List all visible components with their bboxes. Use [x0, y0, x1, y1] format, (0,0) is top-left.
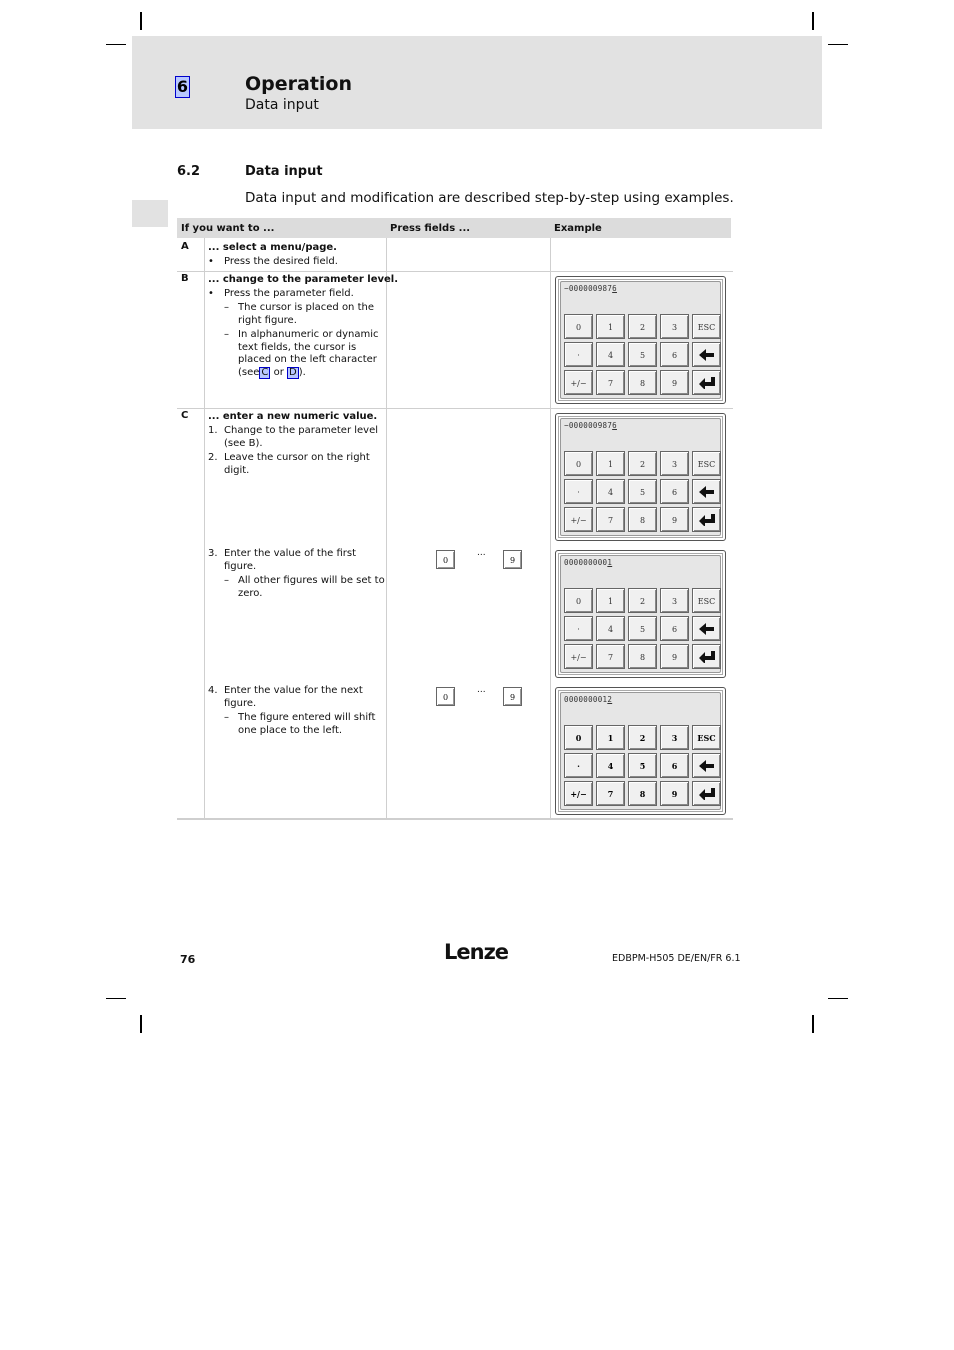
key-8[interactable]: 8 [628, 781, 657, 806]
step-number: 4. [208, 685, 218, 696]
key-sign[interactable]: +/− [564, 507, 593, 532]
key-esc[interactable]: ESC [692, 451, 721, 476]
crop-mark [828, 998, 848, 999]
dash-icon: – [224, 329, 229, 340]
row-b-action: ... change to the parameter level. [208, 274, 399, 285]
keypad-screen [560, 692, 721, 810]
key-sign[interactable]: +/− [564, 644, 593, 669]
row-b-dash1-line2: right figure. [238, 315, 297, 326]
step-number: 3. [208, 548, 218, 559]
chapter-subtitle: Data input [245, 97, 319, 113]
arrow-left-icon [699, 349, 715, 361]
press-field-9[interactable]: 9 [503, 550, 522, 569]
key-decimal-point[interactable]: · [564, 479, 593, 504]
bullet-icon: • [208, 256, 214, 267]
key-1[interactable]: 1 [596, 588, 625, 613]
step1-line2: (see B). [224, 438, 263, 449]
key-1[interactable]: 1 [596, 451, 625, 476]
bullet-icon: • [208, 288, 214, 299]
chapter-title: Operation [245, 73, 353, 95]
key-9[interactable]: 9 [660, 644, 689, 669]
key-esc[interactable]: ESC [692, 588, 721, 613]
key-2[interactable]: 2 [628, 451, 657, 476]
keypad-example [555, 550, 726, 678]
section-title: Data input [245, 164, 323, 179]
key-5[interactable]: 5 [628, 753, 657, 778]
step4-line1: Enter the value for the next [224, 685, 363, 696]
arrow-left-icon [699, 623, 715, 635]
arrow-left-icon [699, 486, 715, 498]
table-header-action: If you want to ... [177, 218, 386, 238]
keypad-display [564, 695, 612, 704]
key-7[interactable]: 7 [596, 781, 625, 806]
keypad-display [564, 284, 617, 293]
key-enter[interactable] [692, 507, 721, 532]
step3-line1: Enter the value of the first [224, 548, 357, 559]
keypad-example [555, 687, 726, 815]
row-b-dash1-line1: The cursor is placed on the [238, 302, 374, 313]
step-number: 1. [208, 425, 218, 436]
enter-arrow-icon [699, 651, 715, 663]
row-b-dash2-line3: placed on the left character [238, 354, 377, 365]
lenze-logo: Lenze [444, 940, 509, 964]
keypad-display [564, 558, 612, 567]
key-6[interactable]: 6 [660, 342, 689, 367]
keypad-screen [560, 418, 721, 536]
row-divider [177, 818, 733, 820]
display-value: 000000001 [564, 695, 608, 704]
key-3[interactable]: 3 [660, 314, 689, 339]
crop-mark [812, 12, 814, 30]
display-value: −000000987 [564, 284, 613, 293]
document-id: EDBPM-H505 DE/EN/FR 6.1 [612, 953, 741, 964]
key-5[interactable]: 5 [628, 342, 657, 367]
row-b-dash2-line1: In alphanumeric or dynamic [238, 329, 379, 340]
display-value: 000000000 [564, 558, 608, 567]
key-5[interactable]: 5 [628, 479, 657, 504]
dash-icon: – [224, 575, 229, 586]
enter-arrow-icon [699, 788, 715, 800]
key-esc[interactable]: ESC [692, 725, 721, 750]
link-row-d[interactable]: D [289, 367, 297, 378]
key-enter[interactable] [692, 781, 721, 806]
column-divider [386, 238, 387, 818]
step4-dash-line1: The figure entered will shift [238, 712, 376, 723]
key-backspace[interactable] [692, 616, 721, 641]
key-decimal-point[interactable]: · [564, 342, 593, 367]
key-sign[interactable]: +/− [564, 781, 593, 806]
key-1[interactable]: 1 [596, 725, 625, 750]
key-8[interactable]: 8 [628, 370, 657, 395]
row-b-see-reference [238, 366, 306, 380]
key-6[interactable]: 6 [660, 616, 689, 641]
display-cursor: 6 [612, 284, 617, 293]
dash-icon: – [224, 712, 229, 723]
key-3[interactable]: 3 [660, 725, 689, 750]
keypad-display [564, 421, 617, 430]
chapter-number-link[interactable]: 6 [176, 77, 189, 96]
key-enter[interactable] [692, 370, 721, 395]
key-9[interactable]: 9 [660, 781, 689, 806]
key-5[interactable]: 5 [628, 616, 657, 641]
key-3[interactable]: 3 [660, 588, 689, 613]
enter-arrow-icon [699, 514, 715, 526]
key-7[interactable]: 7 [596, 507, 625, 532]
table-header-press: Press fields ... [386, 218, 550, 238]
key-8[interactable]: 8 [628, 507, 657, 532]
key-4[interactable]: 4 [596, 479, 625, 504]
key-7[interactable]: 7 [596, 644, 625, 669]
key-4[interactable]: 4 [596, 616, 625, 641]
link-row-c[interactable]: C [261, 367, 269, 378]
arrow-left-icon [699, 760, 715, 772]
step3-line2: figure. [224, 561, 257, 572]
step2-line1: Leave the cursor on the right [224, 452, 370, 463]
row-b-bullet: Press the parameter field. [224, 288, 354, 299]
section-number: 6.2 [177, 164, 201, 179]
display-value: −000000987 [564, 421, 613, 430]
see-prefix: (see [238, 367, 260, 378]
step-number: 2. [208, 452, 218, 463]
column-divider [204, 238, 205, 818]
keypad-example [555, 413, 726, 541]
key-backspace[interactable] [692, 342, 721, 367]
key-0[interactable]: 0 [564, 588, 593, 613]
row-label-a: A [181, 241, 189, 252]
key-7[interactable]: 7 [596, 370, 625, 395]
display-cursor: 1 [607, 558, 613, 567]
step4-dash-line2: one place to the left. [238, 725, 343, 736]
row-label-c: C [181, 410, 189, 421]
header-band [132, 36, 822, 129]
keypad-screen [560, 555, 721, 673]
key-9[interactable]: 9 [660, 507, 689, 532]
row-a-action: ... select a menu/page. [208, 242, 337, 253]
key-6[interactable]: 6 [660, 479, 689, 504]
row-divider [177, 271, 733, 272]
key-esc[interactable]: ESC [692, 314, 721, 339]
key-backspace[interactable] [692, 753, 721, 778]
press-field-0[interactable]: 0 [436, 687, 455, 706]
step3-dash-line2: zero. [238, 588, 263, 599]
press-field-dots: ... [477, 548, 486, 558]
table-header-example: Example [550, 218, 731, 238]
key-1[interactable]: 1 [596, 314, 625, 339]
step2-line2: digit. [224, 465, 250, 476]
key-enter[interactable] [692, 644, 721, 669]
key-decimal-point[interactable]: · [564, 753, 593, 778]
crop-mark [140, 12, 142, 30]
dash-icon: – [224, 302, 229, 313]
key-2[interactable]: 2 [628, 314, 657, 339]
key-0[interactable]: 0 [564, 725, 593, 750]
key-decimal-point[interactable]: · [564, 616, 593, 641]
press-field-9[interactable]: 9 [503, 687, 522, 706]
enter-arrow-icon [699, 377, 715, 389]
display-cursor: 2 [607, 695, 613, 704]
crop-mark [106, 998, 126, 999]
key-6[interactable]: 6 [660, 753, 689, 778]
press-field-dots: ... [477, 685, 486, 695]
key-3[interactable]: 3 [660, 451, 689, 476]
row-a-bullet: Press the desired field. [224, 256, 338, 267]
crop-mark [828, 44, 848, 45]
row-b-dash2-line2: text fields, the cursor is [238, 342, 357, 353]
row-label-b: B [181, 273, 189, 284]
key-4[interactable]: 4 [596, 753, 625, 778]
crop-mark [812, 1015, 814, 1033]
row-c-action: ... enter a new numeric value. [208, 411, 378, 422]
key-2[interactable]: 2 [628, 725, 657, 750]
row-divider [177, 408, 733, 409]
key-4[interactable]: 4 [596, 342, 625, 367]
keypad-screen [560, 281, 721, 399]
key-backspace[interactable] [692, 479, 721, 504]
press-field-0[interactable]: 0 [436, 550, 455, 569]
page-number: 76 [180, 953, 196, 966]
section-intro: Data input and modification are described step-by-step using examples. [245, 190, 734, 206]
crop-mark [140, 1015, 142, 1033]
key-0[interactable]: 0 [564, 451, 593, 476]
see-mid: or [273, 367, 284, 378]
key-0[interactable]: 0 [564, 314, 593, 339]
key-sign[interactable]: +/− [564, 370, 593, 395]
column-divider [550, 238, 551, 818]
key-8[interactable]: 8 [628, 644, 657, 669]
crop-mark [106, 44, 126, 45]
key-9[interactable]: 9 [660, 370, 689, 395]
display-cursor: 6 [612, 421, 617, 430]
keypad-example [555, 276, 726, 404]
key-2[interactable]: 2 [628, 588, 657, 613]
step4-line2: figure. [224, 698, 257, 709]
see-suffix: ). [298, 367, 306, 378]
step3-dash-line1: All other figures will be set to [238, 575, 385, 586]
step1-line1: Change to the parameter level [224, 425, 379, 436]
side-tab [132, 200, 168, 227]
